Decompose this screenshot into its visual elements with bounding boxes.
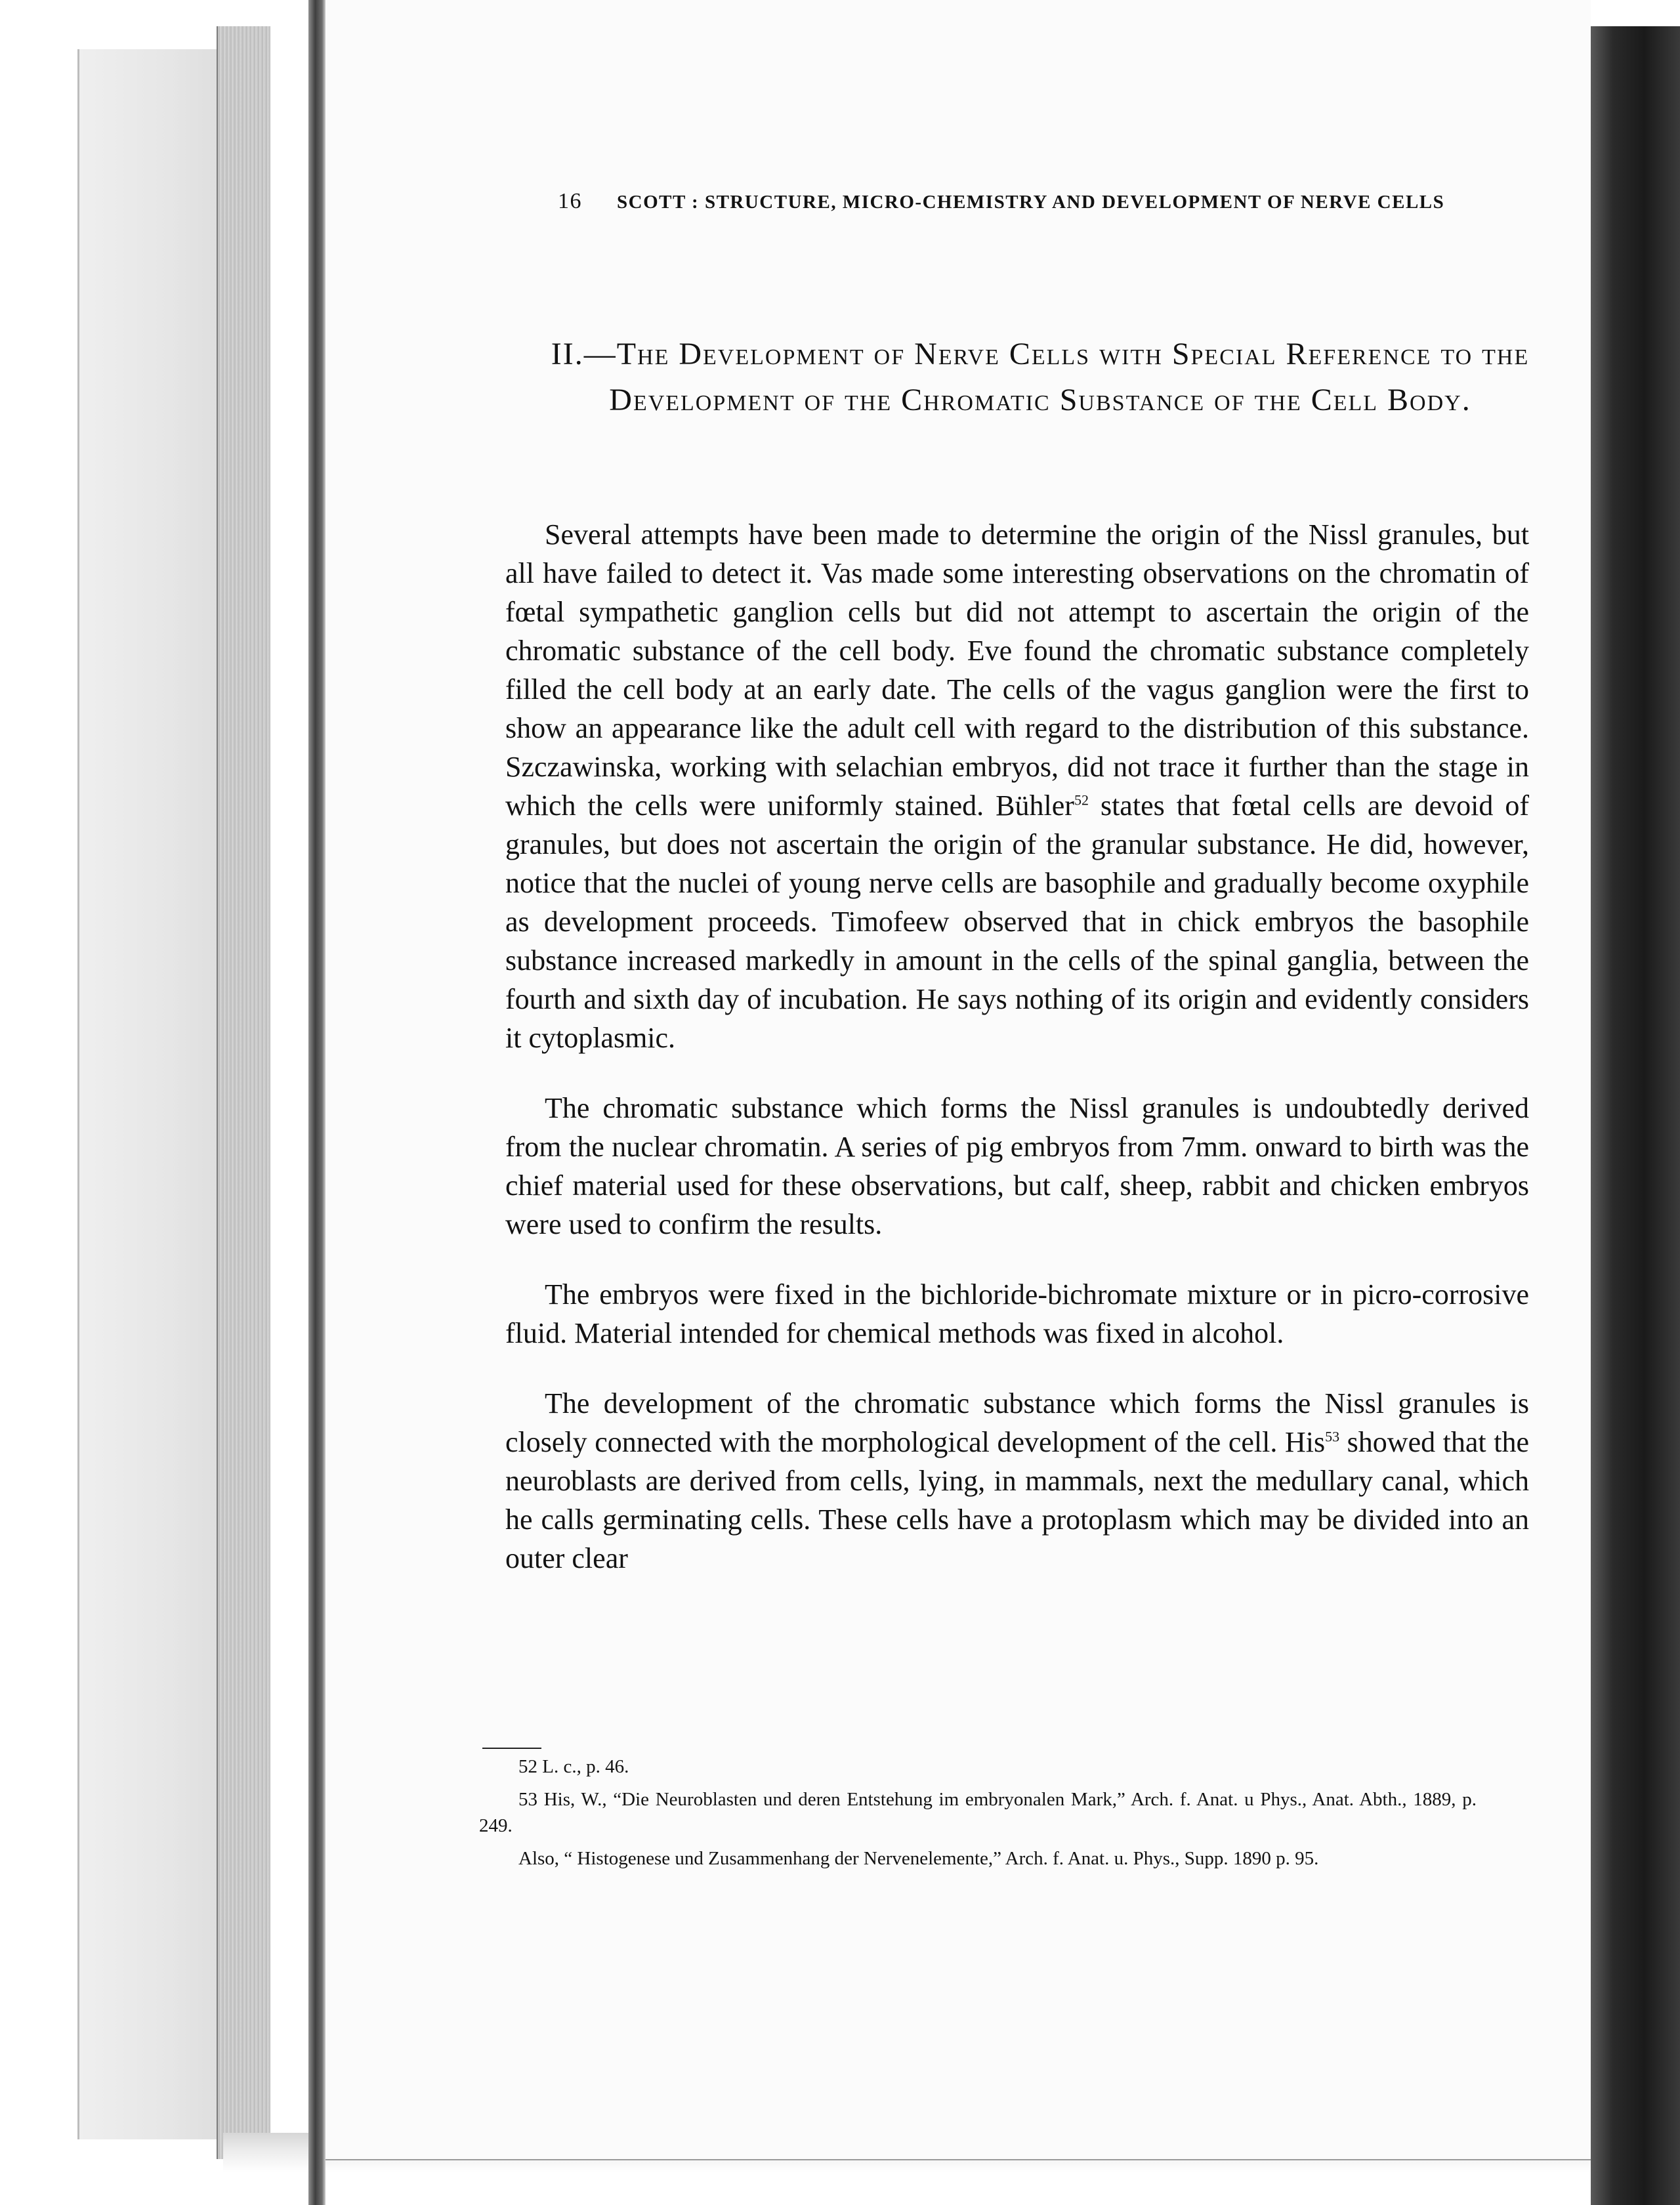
scan-background-left	[0, 0, 79, 2205]
footnotes	[479, 1754, 1477, 1878]
footnote-rule	[482, 1748, 541, 1749]
book-gutter	[308, 0, 326, 2205]
running-head-title: SCOTT : STRUCTURE, MICRO-CHEMISTRY AND DEVELOPMENT OF NERVE CELLS	[617, 192, 1445, 213]
footnote-ref: 53	[1325, 1428, 1340, 1445]
footnote-ref: 52	[1074, 791, 1089, 808]
page-stack-edge	[217, 26, 270, 2159]
footnote: 52 L. c., p. 46.	[518, 1756, 629, 1777]
page-number: 16	[558, 189, 582, 213]
footnote: Also, “ Histogenese und Zusammenhang der Nervenelemente,” Arch. f. Anat. u. Phys., Supp. 1890 p. 95.	[518, 1848, 1319, 1869]
body-text	[505, 515, 1529, 1609]
paragraph: The embryos were fixed in the bichloride-bichromate mixture or in picro-corrosive fluid. Material intended for chemical methods was fixed in alcohol.	[505, 1278, 1529, 1349]
underlying-page	[77, 49, 230, 2139]
paragraph: The chromatic substance which forms the Nissl granules is undoubtedly derived from the nuclear chromatin. A series of pig embryos from 7mm. onward to birth was the chief material used for these observations, but calf, sheep, rabbit and chicken embryos were used to confirm the results.	[505, 1092, 1529, 1240]
book-right-edge	[1591, 26, 1680, 2205]
section-title: II.—The Development of Nerve Cells with Special Reference to the Development of the Chromatic Substance of the Cell Body.	[551, 337, 1530, 417]
footnote: 53 His, W., “Die Neuroblasten und deren Entstehung im embryonalen Mark,” Arch. f. Anat. u Phys., Anat. Abth., 1889, p. 249.	[479, 1789, 1477, 1836]
paragraph: Several attempts have been made to determine the origin of the Nissl granules, but all have failed to detect it. Vas made some interesting observations on the chromatin of fœtal sympathetic ganglion cells but did not attempt to ascertain the origin of the chromatic substance of the cell body. Eve found the chromatic substance completely filled the cell body at an early date. The cells of the vagus ganglion were the first to show an appearance like the adult cell with regard to the distribution of this substance. Szczawinska, working with selachian embryos, did not trace it further than the stage in which the cells were uniformly stained. Bühler$^{52}$ states that fœtal cells are devoid of granules, but does not ascertain the origin of the granular substance. He did, however, notice that the nuclei of young nerve cells are basophile and gradually become oxyphile as development proceeds. Timofeew observed that in chick embryos the basophile substance increased markedly in amount in the cells of the spinal ganglia, between the fourth and sixth day of incubation. He says nothing of its origin and evidently considers it cytoplasmic.	[505, 518, 1530, 1054]
running-head	[558, 189, 1477, 214]
paragraph: The development of the chromatic substance which forms the Nissl granules is closely connected with the morphological development of the cell. His$^{53}$ showed that the neuroblasts are derived from cells, lying, in mammals, next the medullary canal, which he calls germinating cells. These cells have a protoplasm which may be divided into an outer clear	[505, 1387, 1529, 1574]
